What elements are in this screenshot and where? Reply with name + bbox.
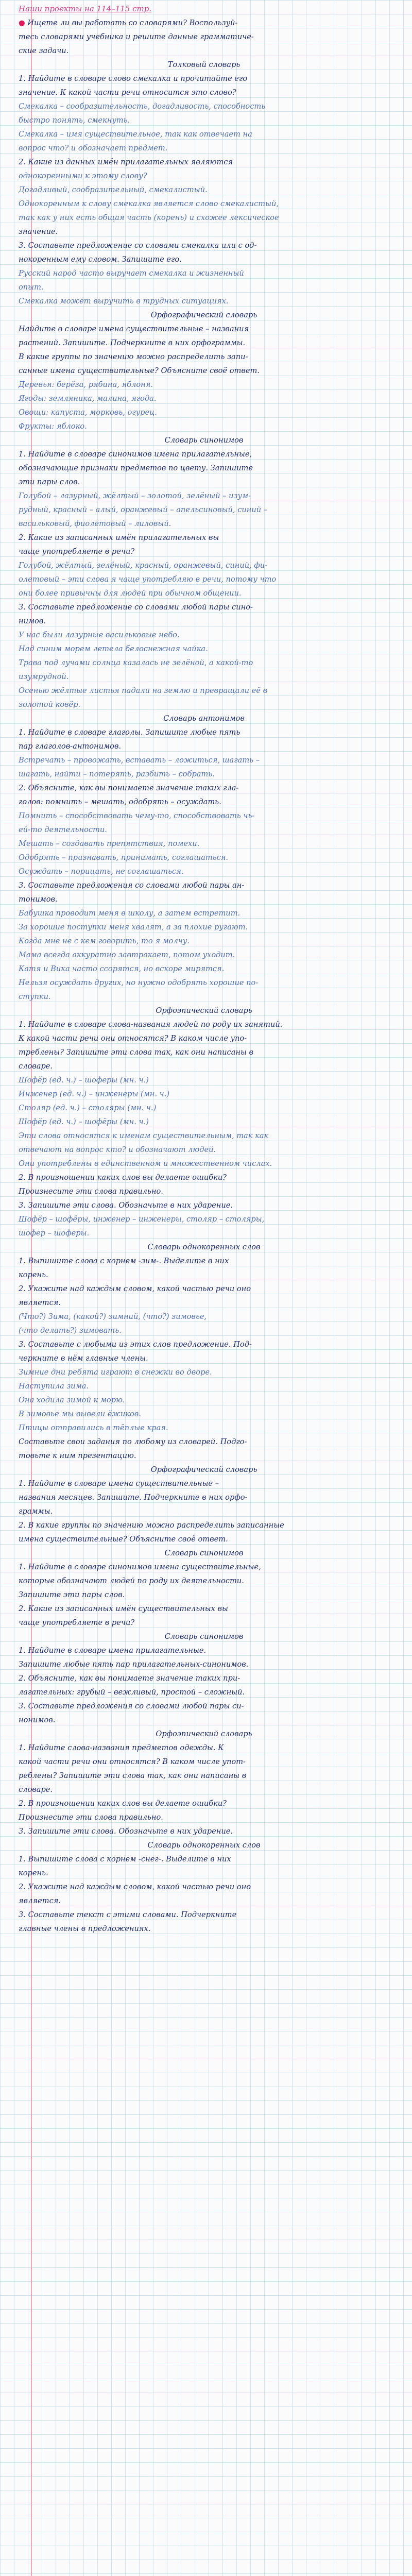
task-line: имена существительные? Объясните своё ответ. [19, 1535, 228, 1544]
task-line: Запишите эти пары слов. [19, 1590, 125, 1599]
answer-line: (Что?) Зима, (какой?) зимний, (что?) зимовье, [19, 1312, 207, 1321]
answer-line: золотой ковёр. [19, 700, 81, 709]
bullet-icon: ● [19, 19, 28, 27]
answer-line: Смекалка может выручить в трудных ситуациях. [19, 297, 229, 306]
intro-line: Ищете ли вы работать со словарями? Воспользуй- [27, 19, 238, 27]
task-line: пар глаголов-антонимов. [19, 742, 122, 751]
answer-line: Одобрять – признавать, принимать, соглашаться. [19, 853, 229, 862]
task-line: голов: помнить – мешать, одобрять – осуждать. [19, 798, 221, 806]
task-line: лагательных: грубый – вежливый, простой – сложный. [19, 1688, 245, 1697]
section [19, 433, 389, 711]
answer-line: Шофёр (ед. ч.) – шоферы (мн. ч.) [19, 1076, 149, 1084]
sections-container [19, 58, 389, 1936]
task-line: черкните в нём главные члены. [19, 1354, 148, 1363]
task-line: Составьте свои задания по любому из словарей. Подго- [19, 1437, 247, 1446]
task-line: нонимов. [19, 1716, 56, 1724]
answer-line: Зимние дни ребята играют в снежки во дворе. [19, 1368, 212, 1377]
answer-line: Бабушка проводит меня в школу, а затем встретит. [19, 909, 241, 918]
task-line: 2. В произношении каких слов вы делаете ошибки? [19, 1799, 227, 1808]
answer-line: шофер – шоферы. [19, 1229, 90, 1238]
task-line: главные члены в предложениях. [19, 1924, 151, 1933]
task-line: тонимов. [19, 895, 58, 904]
task-line: 1. Найдите в словаре слово смекалка и прочитайте его [19, 74, 248, 83]
section-title: Словарь однокоренных слов [147, 1243, 261, 1251]
task-line: названия месяцев. Запишите. Подчеркните в них орфо- [19, 1493, 248, 1502]
task-line: является. [19, 1298, 61, 1307]
answer-line: Ягоды: земляника, малина, ягода. [19, 394, 157, 403]
answer-line: В зимовье мы вывели ёжиков. [19, 1410, 142, 1418]
section [19, 1727, 389, 1838]
task-line: является. [19, 1896, 61, 1905]
answer-line: Нельзя осуждать других, но нужно одобрять хорошие по- [19, 978, 259, 987]
page-header: Наши проекты на 114–115 стр. [19, 4, 152, 13]
task-line: 2. Какие из записанных имён существительных вы [19, 1604, 228, 1613]
task-line: 3. Составьте с любыми из этих слов предложение. Под- [19, 1340, 252, 1349]
answer-line: Помнить – способствовать чему-то, способствовать чь- [19, 811, 255, 820]
section [19, 1546, 389, 1630]
task-line: эти пары слов. [19, 478, 80, 486]
task-line: 2. Укажите над каждым словом, какой частью речи оно [19, 1284, 251, 1293]
answer-line: Голубой – лазурный, жёлтый – золотой, зелёный – изум- [19, 492, 251, 500]
task-line: значение. [19, 227, 58, 236]
task-line: Запишите любые пять пар прилагательных-синонимов. [19, 1660, 249, 1669]
answer-line: Шофёр (ед. ч.) – шофёры (мн. ч.) [19, 1117, 149, 1126]
answer-line: Трава под лучами солнца казалась не зелёной, а какой-то [19, 658, 253, 667]
answer-line: Догадливый, сообразительный, смекалистый. [19, 185, 208, 194]
task-line: обозначающие признаки предметов по цвету. Запишите [19, 464, 253, 472]
answer-line: Над синим морем летела белоснежная чайка. [19, 645, 208, 653]
answer-line: Осенью жёлтые листья падали на землю и превращали её в [19, 686, 268, 695]
answer-line: Смекалка – имя существительное, так как отвечает на [19, 130, 252, 139]
task-line: нокоренным ему словом. Запишите его. [19, 255, 182, 264]
task-line: треблены? Запишите эти слова так, как они написаны в [19, 1048, 254, 1057]
task-line: словаре. [19, 1785, 53, 1794]
task-line: 2. Какие из данных имён прилагательных являются [19, 158, 233, 166]
task-line: граммы. [19, 1507, 53, 1516]
task-line: Найдите в словаре имена существительные – названия [19, 325, 249, 333]
answer-line: однокоренными к этому слову? [19, 172, 147, 180]
task-line: 2. Объясните, как вы понимаете значение таких гла- [19, 784, 239, 792]
notebook-page [19, 0, 389, 1936]
answer-line: быстро понять, смекнуть. [19, 116, 130, 125]
answer-line: олетовый – эти слова я чаще употребляю в речи, потому что [19, 575, 277, 584]
task-line: товьте к ним презентацию. [19, 1451, 136, 1460]
answer-line: Встречать – провожать, вставать – ложиться, шагать – [19, 756, 260, 765]
section [19, 711, 389, 1004]
answer-line: Голубой, жёлтый, зелёный, красный, оранжевый, синий, фи- [19, 561, 268, 570]
answer-line: Смекалка – сообразительность, догадливость, способность [19, 102, 266, 111]
task-line: 3. Запишите эти слова. Обозначьте в них ударение. [19, 1201, 233, 1210]
task-line: 2. Укажите над каждым словом, какой частью речи оно [19, 1883, 251, 1891]
answer-line: У нас были лазурные васильковые небо. [19, 631, 180, 639]
answer-line: Инженер (ед. ч.) – инженеры (мн. ч.) [19, 1090, 170, 1098]
task-line: 1. Выпишите слова с корнем -снег-. Выделите в них [19, 1855, 231, 1863]
intro-line: ские задачи. [19, 46, 69, 55]
task-line: санные имена существительные? Объясните своё ответ. [19, 366, 260, 375]
section [19, 58, 389, 308]
task-line: Произнесите эти слова правильно. [19, 1187, 163, 1196]
task-line: словаре. [19, 1062, 53, 1071]
task-line: нимов. [19, 617, 46, 625]
task-line: 1. Найдите в словаре имена прилагательные. [19, 1646, 207, 1655]
answer-line: Столяр (ед. ч.) – столяры (мн. ч.) [19, 1104, 157, 1112]
section-title: Словарь антонимов [163, 714, 245, 723]
intro-line: тесь словарями учебника и решите данные грамматиче- [19, 32, 254, 41]
task-line: чаще употребляете в речи? [19, 1618, 135, 1627]
task-line: 2. В произношении каких слов вы делаете ошибки? [19, 1173, 227, 1182]
answer-line: ступки. [19, 992, 51, 1001]
answer-line: Русский народ часто выручает смекалка и жизненный [19, 269, 244, 278]
section-title: Словарь синонимов [164, 436, 244, 445]
task-line: чаще употребляете в речи? [19, 547, 135, 556]
task-line: 3. Составьте предложение со словами смекалка или с од- [19, 241, 257, 250]
section-title: Толковый словарь [167, 60, 241, 69]
task-line: 2. В какие группы по значению можно распределить записанные [19, 1521, 284, 1530]
answer-line: Эти слова относятся к именам существительным, так как [19, 1131, 269, 1140]
task-line: Произнесите эти слова правильно. [19, 1813, 163, 1822]
section [19, 308, 389, 433]
answer-line: Фрукты: яблоко. [19, 422, 87, 431]
section [19, 1630, 389, 1727]
task-line: значение. К какой части речи относится это слово? [19, 88, 236, 97]
task-line: 1. Выпишите слова с корнем -зим-. Выделите в них [19, 1257, 229, 1265]
task-line: 1. Найдите слова-названия предметов одежды. К [19, 1743, 224, 1752]
intro-block [19, 16, 389, 58]
task-line: 3. Составьте предложения со словами любой пары си- [19, 1702, 244, 1710]
answer-line: отвечают на вопрос кто? и обозначают людей. [19, 1145, 216, 1154]
section-title: Словарь однокоренных слов [147, 1841, 261, 1850]
task-line: 2. Какие из записанных имён прилагательных вы [19, 533, 219, 542]
task-line: 3. Запишите эти слова. Обозначьте в них ударение. [19, 1827, 233, 1836]
answer-line: Осуждать – порицать, не соглашаться. [19, 867, 184, 876]
task-line: К какой части речи они относятся? В каком числе упо- [19, 1034, 247, 1043]
task-line: какой части речи они относятся? В каком числе упот- [19, 1757, 246, 1766]
task-line: В какие группы по значению можно распределить запи- [19, 352, 248, 361]
answer-line: (что делать?) зимовать. [19, 1326, 122, 1335]
answer-line: Шофёр – шофёры, инженер – инженеры, столяр – столяры, [19, 1215, 265, 1224]
section-title: Словарь синонимов [164, 1632, 244, 1641]
answer-line: шагать, найти – потерять, разбить – собрать. [19, 770, 215, 778]
answer-line: Овощи: капуста, морковь, огурец. [19, 408, 157, 417]
section-title: Орфографический словарь [150, 311, 258, 319]
section-title: Орфоэпический словарь [156, 1006, 252, 1015]
answer-line: Мешать – создавать препятствия, помехи. [19, 839, 200, 848]
answer-line: Они употреблены в единственном и множественном числах. [19, 1159, 272, 1168]
task-line: 1. Найдите в словаре глаголы. Запишите любые пять [19, 728, 241, 737]
answer-line: Мама всегда аккуратно завтракает, потом уходит. [19, 951, 235, 959]
answer-line: Наступила зима. [19, 1382, 89, 1391]
answer-line: Когда мне не с кем говорить, то я молчу. [19, 937, 190, 945]
task-line: корень. [19, 1270, 48, 1279]
section-title: Орфографический словарь [150, 1465, 258, 1474]
answer-line: они более привычны для людей при обычном общении. [19, 589, 242, 598]
section-title: Орфоэпический словарь [156, 1730, 252, 1738]
section [19, 1004, 389, 1240]
task-line: реблены? Запишите эти слова так, как они написаны в [19, 1771, 247, 1780]
answer-line: ей-то деятельности. [19, 825, 107, 834]
answer-line: изумрудной. [19, 672, 69, 681]
answer-line: опыт. [19, 283, 44, 292]
task-line: корень. [19, 1869, 48, 1877]
answer-line: Она ходила зимой к морю. [19, 1396, 125, 1404]
answer-line: Однокоренным к слову смекалка является слово смекалистый, [19, 199, 279, 208]
answer-line: так как у них есть общая часть (корень) и схожее лексическое [19, 213, 279, 222]
answer-line: Катя и Вика часто ссорятся, но вскоре мирятся. [19, 964, 225, 973]
answer-line: васильковый, фиолетовый – лиловый. [19, 519, 171, 528]
answer-line: рудный, красный – алый, оранжевый – апельсиновый, синий – [19, 505, 268, 514]
answer-line: вопрос что? и обозначает предмет. [19, 144, 168, 152]
task-line: 1. Найдите в словаре синонимов имена существительные, [19, 1563, 261, 1571]
answer-line: За хорошие поступки меня хвалят, а за плохие ругают. [19, 923, 248, 931]
task-line: 2. Объясните, как вы понимаете значение таких при- [19, 1674, 241, 1683]
section-title: Словарь синонимов [164, 1549, 244, 1557]
task-line: растений. Запишите. Подчеркните в них орфограммы. [19, 338, 246, 347]
section [19, 1838, 389, 1936]
task-line: 1. Найдите в словаре имена существительные – [19, 1479, 219, 1488]
task-line: которые обозначают людей по роду их деятельности. [19, 1577, 244, 1585]
section [19, 1463, 389, 1546]
task-line: 3. Составьте текст с этими словами. Подчеркните [19, 1910, 237, 1919]
answer-line: Птицы отправились в тёплые края. [19, 1423, 168, 1432]
task-line: 3. Составьте предложение со словами любой пары сино- [19, 603, 253, 612]
task-line: 1. Найдите в словаре слова-названия людей по роду их занятий. [19, 1020, 283, 1029]
task-line: 1. Найдите в словаре синонимов имена прилагательные, [19, 450, 252, 459]
section [19, 1240, 389, 1463]
answer-line: Деревья: берёза, рябина, яблоня. [19, 380, 153, 389]
task-line: 3. Составьте предложения со словами любой пары ан- [19, 881, 245, 890]
